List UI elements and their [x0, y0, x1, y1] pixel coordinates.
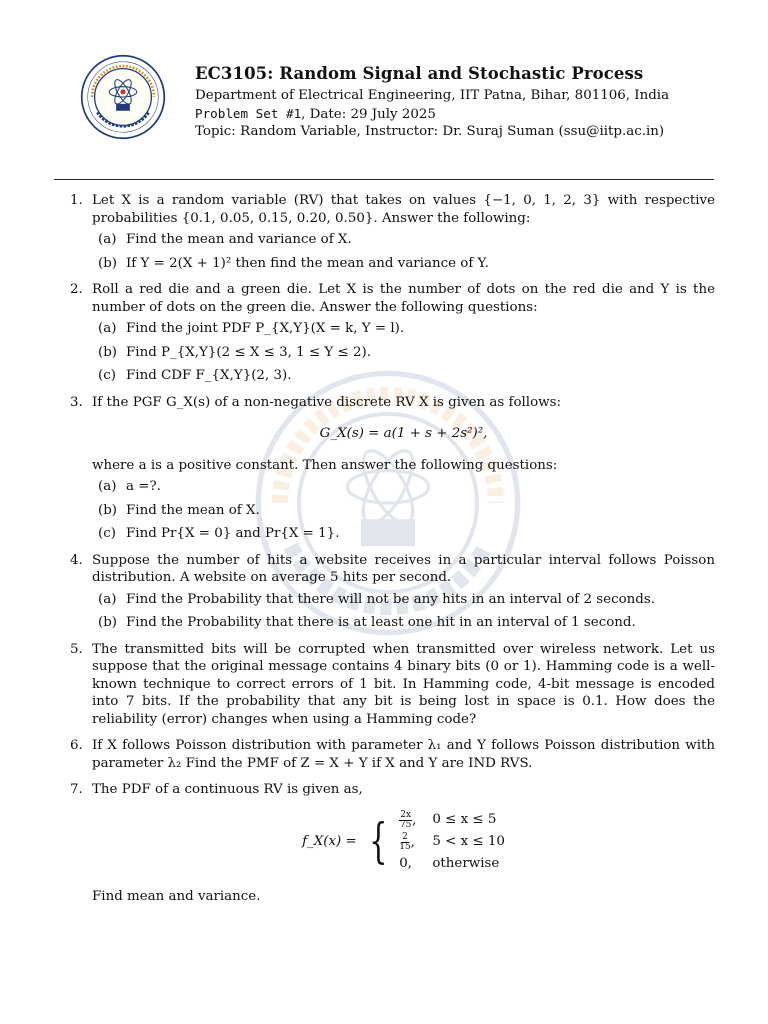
question-part [92, 255, 715, 273]
question-number: 2. [70, 282, 83, 297]
problem-set-line [195, 105, 735, 124]
question-part [92, 367, 715, 385]
fraction-numerator: 2 [402, 831, 408, 842]
left-brace: { [368, 813, 388, 870]
question-part [92, 478, 715, 496]
question-followup-text: where a is a positive constant. Then answer the following questions: [92, 457, 558, 473]
document-header [195, 64, 735, 141]
question-number: 7. [70, 782, 83, 797]
question-list [70, 192, 715, 906]
question-part [92, 502, 715, 520]
problem-set-label: Problem Set #1 [195, 105, 302, 121]
question-final-text: Find mean and variance. [92, 889, 261, 904]
question-number: 6. [70, 738, 83, 753]
questions-section [70, 192, 715, 915]
department-line: Department of Electrical Engineering, IIT Patna, Bihar, 801106, India [195, 88, 670, 103]
pgf-equation: G_X(s) = a(1 + s + 2s²)², [319, 426, 488, 441]
question-parts [92, 591, 715, 632]
part-text: Find the mean of X. [126, 502, 260, 518]
question-text: If X follows Poisson distribution with parameter λ₁ and Y follows Poisson distribution with parameter λ₂ Find the PMF of Z = X + Y if X and Y are IND RVS. [92, 738, 715, 771]
case-condition: 0 ≤ x ≤ 5 [432, 811, 497, 827]
question-text: If the PGF G_X(s) of a non-negative discrete RV X is given as follows: [92, 394, 561, 410]
question-number: 5. [70, 641, 83, 657]
question-parts [92, 478, 715, 543]
part-label: (b) [98, 502, 118, 518]
question-parts [92, 231, 715, 272]
part-text: a =?. [126, 479, 161, 494]
part-label: (a) [98, 321, 117, 336]
part-text: If Y = 2(X + 1)² then find the mean and variance of Y. [126, 255, 489, 271]
question-number: 1. [70, 193, 83, 208]
part-label: (b) [98, 344, 118, 360]
question-number: 4. [70, 552, 83, 568]
question-part [92, 591, 715, 609]
part-label: (b) [98, 615, 118, 630]
piecewise-pdf [92, 811, 715, 873]
question-parts [92, 320, 715, 385]
case-value: 0, [399, 855, 413, 871]
part-label: (a) [98, 232, 117, 247]
question-4 [70, 552, 715, 632]
date-text: , Date: 29 July 2025 [301, 106, 436, 122]
question-number: 3. [70, 394, 83, 410]
question-part [92, 320, 715, 338]
iit-patna-logo [80, 54, 166, 140]
part-text: Find Pr{X = 0} and Pr{X = 1}. [126, 526, 340, 541]
question-part [92, 525, 715, 543]
question-part [92, 344, 715, 362]
question-6 [70, 737, 715, 772]
part-label: (c) [98, 526, 116, 541]
part-label: (b) [98, 255, 118, 271]
question-5 [70, 641, 715, 729]
case-condition: 5 < x ≤ 10 [432, 833, 505, 849]
fraction-denominator: 75 [399, 819, 412, 830]
question-text: Roll a red die and a green die. Let X is the number of dots on the red die and Y is the number of dots on the green die. Answer the following questions: [92, 282, 715, 315]
part-text: Find P_{X,Y}(2 ≤ X ≤ 3, 1 ≤ Y ≤ 2). [126, 344, 372, 360]
question-7 [70, 781, 715, 906]
course-title: EC3105: Random Signal and Stochastic Process [195, 64, 644, 83]
pdf-cases [399, 811, 505, 873]
case-condition: otherwise [432, 855, 500, 871]
question-2 [70, 281, 715, 385]
part-text: Find the Probability that there will not be any hits in an interval of 2 seconds. [126, 591, 655, 607]
question-text: The PDF of a continuous RV is given as, [92, 782, 363, 797]
question-text: Let X is a random variable (RV) that takes on values {−1, 0, 1, 2, 3} with respective probabilities {0.1, 0.05, 0.15, 0.20, 0.50}. Answer the following: [92, 193, 715, 226]
part-label: (a) [98, 479, 117, 494]
case-suffix: , [410, 834, 415, 850]
case-suffix: , [412, 812, 417, 828]
part-label: (c) [98, 368, 116, 383]
part-text: Find CDF F_{X,Y}(2, 3). [126, 368, 292, 383]
case-value [399, 833, 416, 852]
fraction [399, 833, 410, 852]
part-text: Find the joint PDF P_{X,Y}(X = k, Y = l). [126, 321, 405, 336]
fraction-denominator: 15 [399, 841, 411, 852]
topic-line: Topic: Random Variable, Instructor: Dr. Suraj Suman (ssu@iitp.ac.in) [195, 124, 665, 139]
pdf-lhs: f_X(x) = [302, 833, 357, 849]
fraction-numerator: 2x [400, 809, 412, 820]
question-text: The transmitted bits will be corrupted when transmitted over wireless network. Let us suppose that the original message contains 4 binary bits (0 or 1). Hamming code is a well-known technique to correct errors of 1 bit. In Hamming code, 4-bit message is encoded into 7 bits. If the probability that any bit is being lost in space is 0.1. How does the reliability (error) changes when using a Hamming code? [92, 641, 715, 727]
question-3 [70, 394, 715, 543]
header-divider [54, 179, 714, 180]
question-text: Suppose the number of hits a website receives in a particular interval follows Poisson distribution. A website on average 5 hits per second. [92, 552, 715, 585]
question-part [92, 231, 715, 249]
case-value [399, 811, 416, 830]
part-label: (a) [98, 591, 117, 607]
question-part [92, 614, 715, 632]
part-text: Find the Probability that there is at least one hit in an interval of 1 second. [126, 615, 636, 630]
fraction [399, 811, 412, 830]
question-1 [70, 192, 715, 272]
part-text: Find the mean and variance of X. [126, 232, 352, 247]
